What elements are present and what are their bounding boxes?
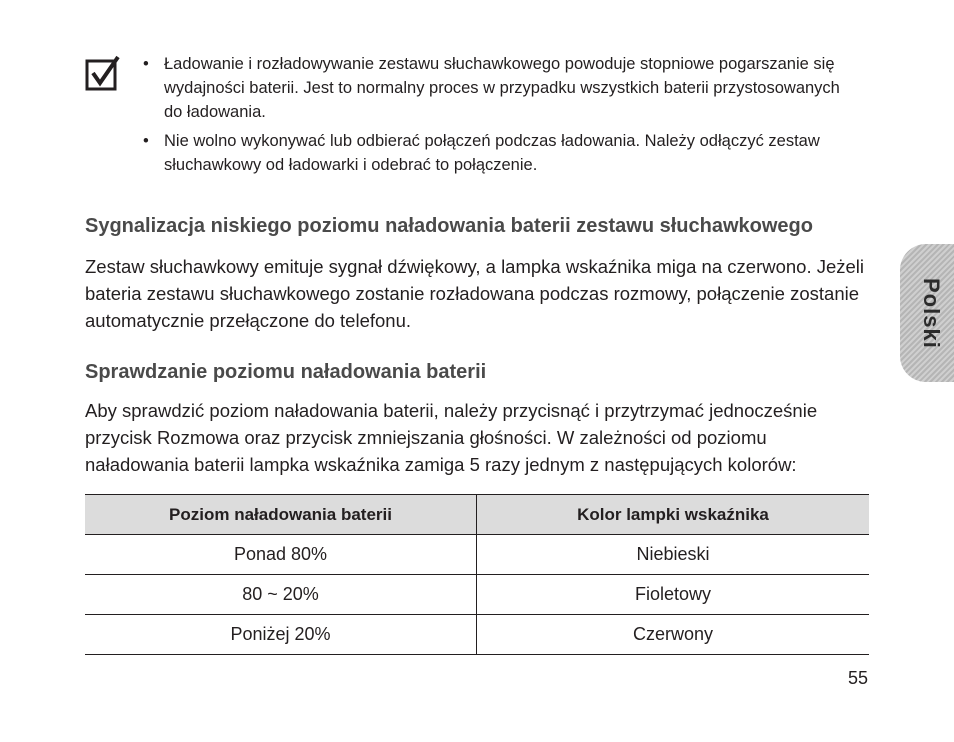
- table-row: [85, 575, 869, 615]
- table-header-cell: Kolor lampki wskaźnika: [477, 495, 870, 535]
- table-cell: Niebieski: [477, 535, 870, 575]
- table-cell: Ponad 80%: [85, 535, 477, 575]
- section-heading-low-battery: Sygnalizacja niskiego poziomu naładowania baterii zestawu słuchawkowego: [85, 215, 813, 237]
- note-item: • Ładowanie i rozładowywanie zestawu słuchawkowego powoduje stopniowe pogarszanie się wydajności baterii. Jest to normalny proces w przypadku wszystkich baterii przystosowanych do ładowania.: [140, 52, 840, 124]
- table-cell: Poniżej 20%: [85, 615, 477, 655]
- note-list: [140, 52, 840, 182]
- note-item: • Nie wolno wykonywać lub odbierać połączeń podczas ładowania. Należy odłączyć zestaw słuchawkowy od ładowarki i odebrać to połączenie.: [140, 129, 840, 177]
- table-row: [85, 615, 869, 655]
- page-number: 55: [848, 668, 869, 688]
- side-tab-label: Polski: [919, 277, 944, 349]
- section-heading-check-battery: Sprawdzanie poziomu naładowania baterii: [85, 361, 487, 383]
- table-header-cell: Poziom naładowania baterii: [85, 495, 477, 535]
- table-header-row: [85, 495, 869, 535]
- table-cell: Fioletowy: [477, 575, 870, 615]
- battery-level-table: [85, 494, 869, 655]
- section-body-check-battery: Aby sprawdzić poziom naładowania baterii, należy przycisnąć i przytrzymać jednocześnie przycisk Rozmowa oraz przycisk zmniejszania głośności. W zależności od poziomu naładowania baterii lampka wskaźnika zamiga 5 razy jednym z następujących kolorów:: [85, 400, 818, 475]
- checkbox-note-icon: [85, 55, 121, 91]
- language-side-tab: [900, 244, 954, 382]
- table-cell: 80 ~ 20%: [85, 575, 477, 615]
- section-body-low-battery: Zestaw słuchawkowy emituje sygnał dźwiękowy, a lampka wskaźnika miga na czerwono. Jeżeli bateria zestawu słuchawkowego zostanie rozładowana podczas rozmowy, połączenie zostanie automatycznie przełączone do telefonu.: [85, 256, 865, 331]
- table-row: [85, 535, 869, 575]
- table-cell: Czerwony: [477, 615, 870, 655]
